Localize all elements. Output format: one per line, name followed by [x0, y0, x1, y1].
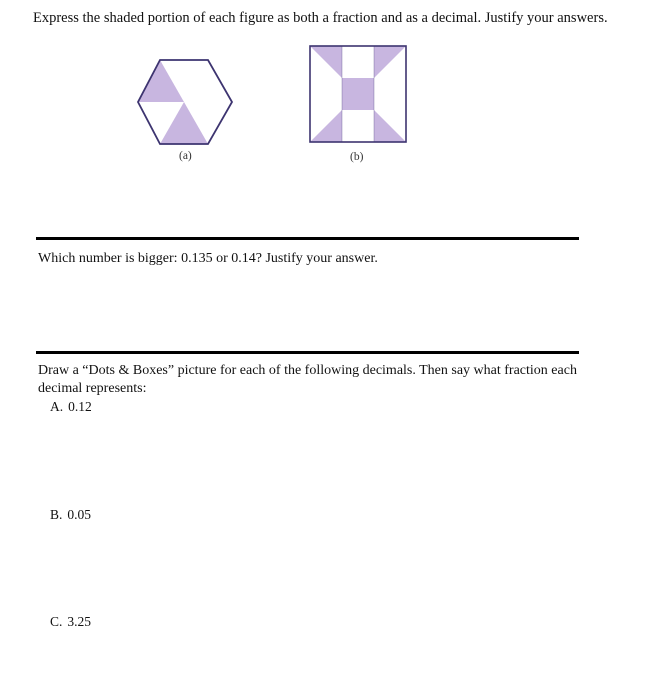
part-letter: A.: [50, 399, 64, 414]
section-divider: [36, 351, 579, 354]
hexagon-figure: [132, 58, 236, 148]
part-letter: B.: [50, 507, 63, 522]
question-3-part-c: [50, 614, 91, 630]
hexagon-shaded-triangle-left: [138, 60, 184, 102]
part-value: 0.05: [67, 507, 92, 522]
square-shaded-bottom-left: [310, 110, 342, 142]
question-3-part-a: [50, 399, 92, 415]
question-3-part-b: [50, 507, 91, 523]
part-value: 0.12: [68, 399, 92, 414]
part-letter: C.: [50, 614, 63, 629]
hexagon-shaded-triangle-bottom: [160, 102, 208, 144]
square-shaded-top-left: [310, 46, 342, 78]
question-2-prompt: Which number is bigger: 0.135 or 0.14? Justify your answer.: [38, 251, 378, 266]
square-shaded-top-right: [374, 46, 406, 78]
square-shaded-bottom-right: [374, 110, 406, 142]
figure-a-caption: (a): [179, 150, 192, 162]
section-divider: [36, 237, 579, 240]
figure-b-caption: (b): [350, 151, 364, 163]
question-1-prompt: Express the shaded portion of each figure as both a fraction and as a decimal. Justify your answers.: [33, 10, 608, 26]
square-shaded-center: [342, 78, 374, 110]
question-3-prompt: Draw a “Dots & Boxes” picture for each of the following decimals. Then say what fraction each decimal represents:: [38, 363, 577, 396]
square-h-figure: [306, 42, 410, 146]
part-value: 3.25: [67, 614, 92, 629]
